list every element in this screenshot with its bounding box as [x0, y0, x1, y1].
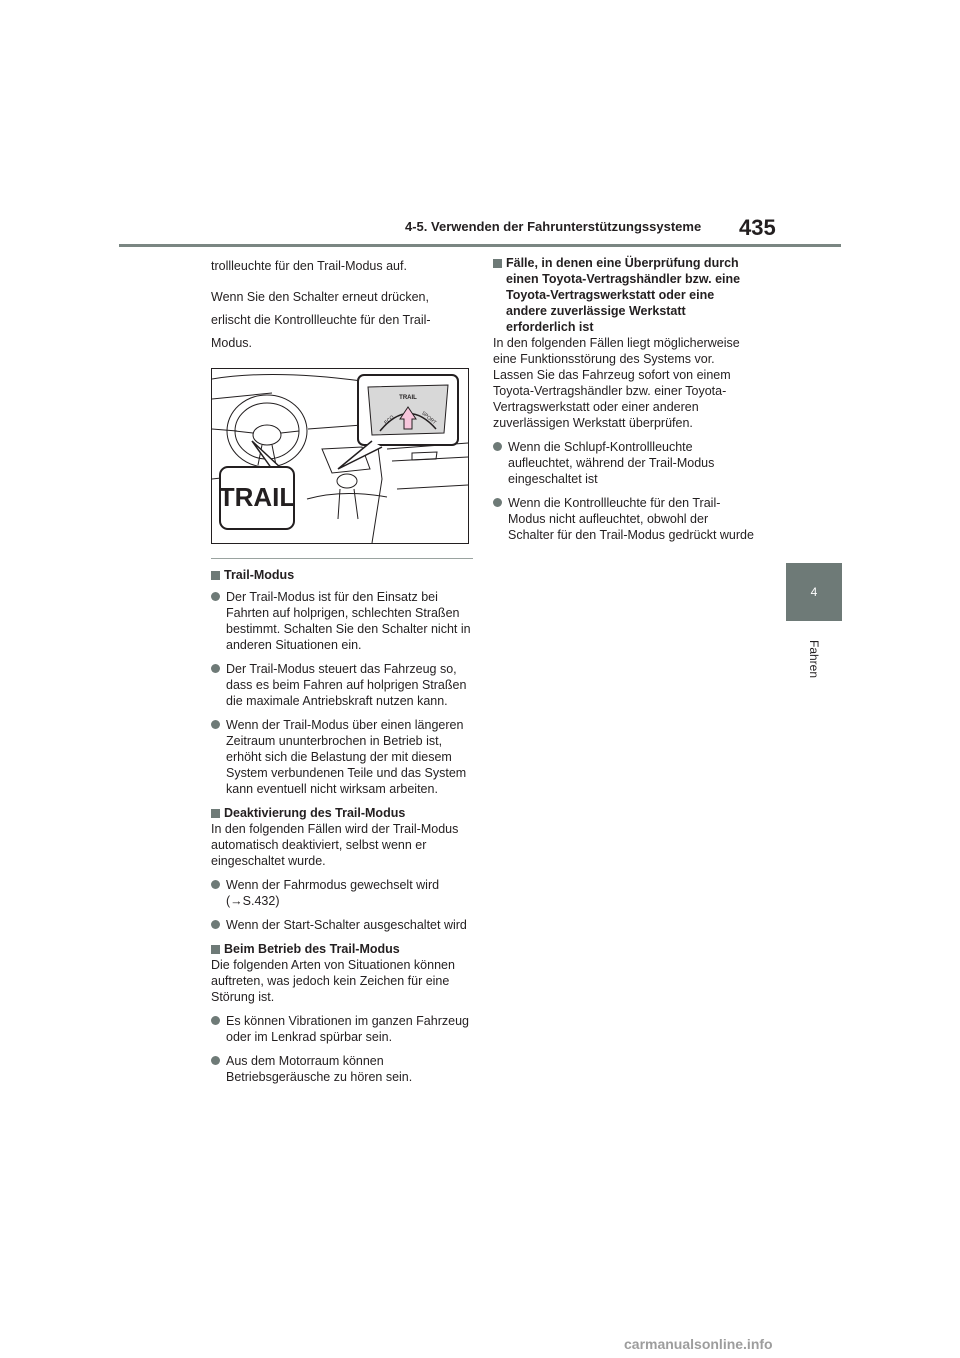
bullet-text: Aus dem Motorraum können Betriebsgeräusche zu hören sein.: [226, 1054, 413, 1084]
bullet-text: Wenn der Fahrmodus gewechselt wird (→S.432): [226, 878, 440, 908]
bullet-dot-icon: [211, 1056, 220, 1065]
chapter-tab[interactable]: [786, 563, 842, 621]
bullet-dot-icon: [211, 1016, 220, 1025]
bullet-item: [211, 589, 473, 653]
heading-text: Deaktivierung des Trail-Modus: [224, 806, 406, 820]
heading-square-icon: [211, 945, 220, 954]
bullet-dot-icon: [211, 880, 220, 889]
heading-square-icon: [493, 259, 502, 268]
bullet-item: [493, 439, 755, 487]
heading-text: Fälle, in denen eine Überprüfung durch einen Toyota-Vertragshändler bzw. eine Toyota-Vertragswerkstatt oder eine andere zuverlässige Werkstatt erforderlich ist: [506, 256, 741, 334]
bullet-dot-icon: [211, 920, 220, 929]
bullet-text: Der Trail-Modus ist für den Einsatz bei Fahrten auf holprigen, schlechten Straßen bestimmt. Schalten Sie den Schalter nicht in anderen Situationen ein.: [226, 590, 471, 652]
heading-text: Beim Betrieb des Trail-Modus: [224, 942, 400, 956]
indicator-label: TRAIL: [399, 395, 417, 401]
bullet-text: Wenn der Start-Schalter ausgeschaltet wird: [226, 918, 467, 932]
bullet-text: Wenn die Schlupf-Kontrollleuchte aufleuchtet, während der Trail-Modus eingeschaltet ist: [508, 440, 715, 486]
bullet-dot-icon: [211, 720, 220, 729]
bullet-item: [211, 661, 473, 709]
bullet-item: [211, 917, 473, 933]
heading-text: Trail-Modus: [224, 568, 295, 582]
heading-square-icon: [211, 809, 220, 818]
gauge-right-label: SPORT: [420, 410, 438, 427]
callout-trail-label: TRAIL: [218, 482, 296, 512]
heading-werkstatt-pruefung: [493, 255, 755, 335]
separator: [211, 558, 473, 559]
header-rule: [119, 244, 841, 247]
heading-trail-modus: [211, 567, 473, 583]
heading-square-icon: [211, 571, 220, 580]
gauge-left-label: ECO: [383, 414, 396, 427]
section-paragraph: In den folgenden Fällen liegt möglicherweise eine Funktionsstörung des Systems vor. Lassen Sie das Fahrzeug sofort von einem Toyota-Vertragshändler bzw. einer Toyota-Vertragswerkstatt oder einer anderen zuverlässigen Werkstatt überprüfen.: [493, 336, 740, 430]
section-paragraph: In den folgenden Fällen wird der Trail-Modus automatisch deaktiviert, selbst wenn er eingeschaltet wurde.: [211, 822, 459, 868]
heading-beim-betrieb: [211, 941, 473, 957]
bullet-text: Wenn die Kontrollleuchte für den Trail-Modus nicht aufleuchtet, obwohl der Schalter für den Trail-Modus gedrückt wurde: [508, 496, 754, 542]
bullet-item: [211, 1053, 473, 1085]
bullet-dot-icon: [211, 664, 220, 673]
watermark: carmanualsonline.info: [624, 1336, 773, 1352]
trail-switch-illustration: [211, 368, 469, 544]
chapter-number: 4: [810, 585, 818, 599]
bullet-text: Der Trail-Modus steuert das Fahrzeug so, dass es beim Fahren auf holprigen Straßen die maximale Antriebskraft nutzen kann.: [226, 662, 467, 708]
bullet-dot-icon: [493, 442, 502, 451]
bullet-item: [211, 877, 473, 909]
header-section-title: 4-5. Verwenden der Fahrunterstützungssysteme: [405, 219, 702, 234]
bullet-dot-icon: [493, 498, 502, 507]
page-number: 435: [739, 215, 776, 240]
intro-paragraph: trollleuchte für den Trail-Modus auf.: [211, 259, 407, 273]
bullet-item: [211, 1013, 473, 1045]
bullet-item: [211, 717, 473, 797]
chapter-label: Fahren: [807, 639, 821, 679]
left-column: [211, 255, 473, 1093]
bullet-item: [493, 495, 755, 543]
bullet-text: Es können Vibrationen im ganzen Fahrzeug oder im Lenkrad spürbar sein.: [226, 1014, 469, 1044]
intro-paragraph: Wenn Sie den Schalter erneut drücken, erlischt die Kontrollleuchte für den Trail-Modus.: [211, 290, 431, 350]
section-paragraph: Die folgenden Arten von Situationen können auftreten, was jedoch kein Zeichen für eine Störung ist.: [211, 958, 455, 1004]
dashboard-drawing: [212, 369, 468, 543]
right-column: [493, 255, 755, 551]
heading-deaktivierung: [211, 805, 473, 821]
bullet-text: Wenn der Trail-Modus über einen längeren Zeitraum ununterbrochen in Betrieb ist, erhöht sich die Belastung der mit diesem System verbundenen Teile und das System kann eventuell nicht wirksam arbeiten.: [226, 718, 467, 796]
bullet-dot-icon: [211, 592, 220, 601]
